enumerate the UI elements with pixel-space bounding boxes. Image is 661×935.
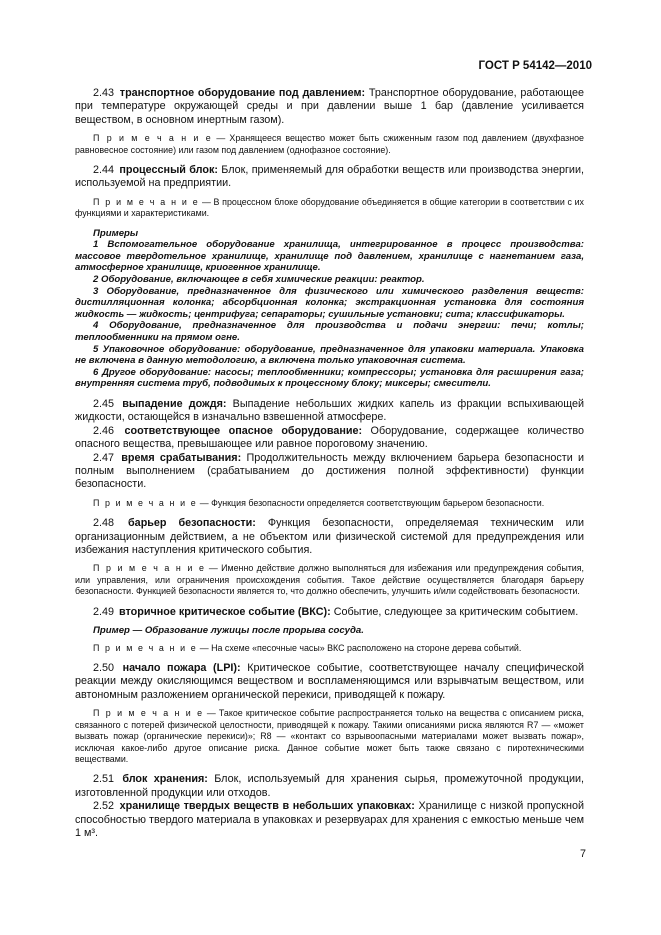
term-2-52: 2.52 хранилище твердых веществ в небольших упаковках: Хранилище с низкой пропускной способностью твердого материала в упаковках и резервуарах для хранения с емкостью меньше чем 1 м³. [75,800,585,839]
note-2-49: П р и м е ч а н и е — На схеме «песочные часы» ВКС расположено на стороне дерева событий. [93,642,522,653]
term-2-48: 2.48 барьер безопасности: Функция безопасности, определяемая техническим или организационным действием, а не объектом или физической системой для предупреждения или избежания наступления критического события. [75,517,585,557]
example-5: 5 Упаковочное оборудование: оборудование, предназначенное для упаковки материала. Упаковка не включена в данную методологию, а включена только упаковочная система. [75,343,584,367]
term-2-45: 2.45 выпадение дождя: Выпадение небольших жидких капель из фракции вспыхивающей жидкости, остающейся в изначально взвешенной атмосфере. [75,397,585,424]
term-2-50: 2.50 начало пожара (LPI): Критическое событие, соответствующее началу специфической реакции между окисляющимся веществом и воспламеняющимся или взрывчатым веществом, или автономным разложением органической перекиси, приводящей к пожару. [75,662,585,701]
example-3: 3 Оборудование, предназначенное для физического или химического разделения веществ: дистилляционная колонка; абсорбционная колонка; экстракционная установка для состояния жидкость — жидкость; центрифуга; сепараторы; сушильные установки; сита; классификаторы. [75,285,584,320]
term-2-51: 2.51 блок хранения: Блок, используемый для хранения сырья, промежуточной продукции, изготовленной продукции или отходов. [75,773,585,799]
note-2-43: П р и м е ч а н и е — Хранящееся вещество может быть сжиженным газом под давлением (двухфазное равновесное состояние) или газом под давлением (однофазное состояние). [75,133,584,155]
note-2-44: П р и м е ч а н и е — В процессном блоке оборудование объединяется в общие категории в соответствии с их функциями и характеристиками. [75,196,584,219]
note-2-47: П р и м е ч а н и е — Функция безопасности определяется соответствующим барьером безопасности. [93,497,545,508]
example-1: 1 Вспомогательное оборудование хранилища, интегрированное в процесс производства: массовое твердотельное хранилище, хранилище под давлением, хранилище с нагнетанием газа, атмосферное хранилище, криогенное хранилище. [75,239,584,274]
example-4: 4 Оборудование, предназначенное для производства и подачи энергии: печи; котлы; теплообменники на прямом огне. [75,320,584,343]
term-2-49: 2.49 вторичное критическое событие (ВКС): Событие, следующее за критическим событием. [93,605,579,618]
example-2: 2 Оборудование, включающее в себя химические реакции: реактор. [93,274,425,286]
example-2-49: Пример — Образование лужицы после прорыва сосуда. [93,625,364,637]
example-6: 6 Другое оборудование: насосы; теплообменники; компрессоры; установка для расширения газа; внутренняя система труб, подводимых к процессному блоку; миксеры; смесители. [75,366,584,390]
note-2-48: П р и м е ч а н и е — Именно действие должно выполняться для избежания или предупреждения события, или управления, или ограничения происхождения события. Такое действие осуществляется благодаря барьеру безопасности. Функцией безопасности является то, что должно обеспечить, улучшить и/или содействовать безопасности. [75,563,584,597]
examples-heading: Примеры [93,227,139,239]
term-2-44: 2.44 процессный блок: Блок, применяемый для обработки веществ или производства энергии, используемой на предприятии. [75,164,584,190]
page-number: 7 [579,848,586,860]
note-2-50: П р и м е ч а н и е — Такое критическое событие распространяется только на вещества с описанием риска, связанного с потерей физической целостности, приводящей к пожару. Такими описаниями риска являются R7 — «может вызвать пожар (органические перекиси)»; R8 — «контакт со взрывоопасными материалами может вызвать пожар», исключая какое-либо другое описание риска. Данное событие может быть также связано с пиротехническими веществами. [75,708,585,764]
standard-code: ГОСТ Р 54142—2010 [478,60,592,72]
term-2-46: 2.46 соответствующее опасное оборудование: Оборудование, содержащее количество опасного вещества, превышающее или равное пороговому значению. [75,424,585,451]
term-2-47: 2.47 время срабатывания: Продолжительность между включением барьера безопасности и полным выполнением (срабатыванием до достижения полной эффективности) функции безопасности. [75,451,584,491]
term-2-43: 2.43 транспортное оборудование под давлением: Транспортное оборудование, работающее при температуре окружающей среды и при давлении выше 1 бар (давление усиливается веществом, в основном инертным газом). [75,87,585,126]
page-content [75,87,584,840]
